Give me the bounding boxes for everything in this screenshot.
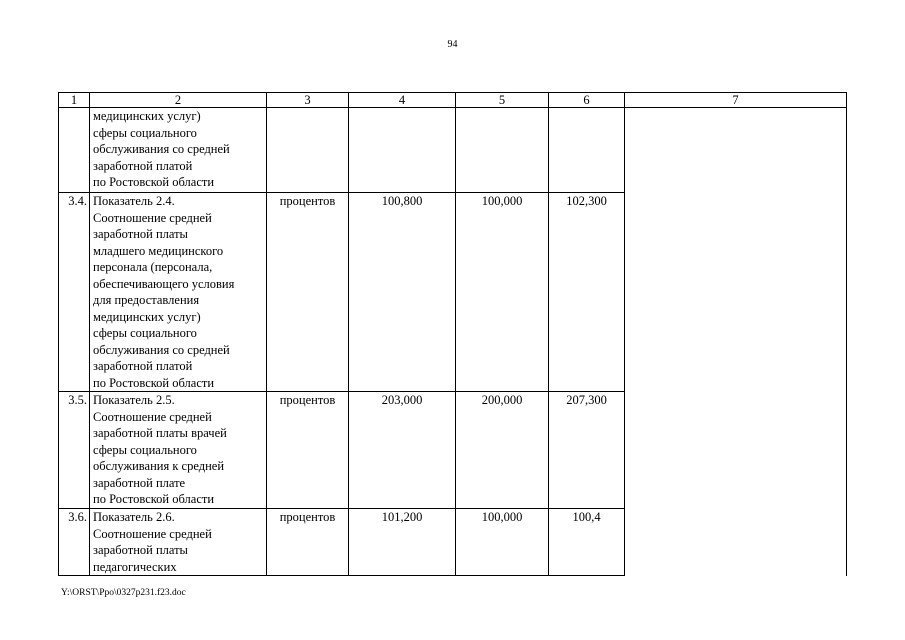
text-line: медицинских услуг) [93,309,201,324]
col-header-1: 1 [59,93,90,108]
text-line: персонала (персонала, [93,260,213,274]
value-col5: 200,000 [456,392,549,509]
row-number: 3.6. [59,509,90,576]
unit-cell: процентов [267,509,349,576]
value-col6: 207,300 [549,392,625,509]
value-col6: 100,4 [549,509,625,576]
header-row [59,93,847,108]
text-line: Показатель 2.4. [93,194,175,208]
text-line: обеспечивающего условия [93,276,235,291]
indicator-text [90,392,267,509]
file-path-footer: Y:\ORST\Ppo\0327p231.f23.doc [61,588,186,598]
unit-cell: процентов [267,193,349,392]
text-line: по Ростовской области [93,492,215,506]
row-number [59,108,90,193]
value-col5 [456,108,549,193]
text-line: Показатель 2.6. [93,510,175,524]
indicator-text [90,108,267,193]
text-line: сферы социального [93,326,197,340]
text-line: Показатель 2.5. [93,393,175,407]
text-line: заработной платы [93,227,188,241]
text-line: по Ростовской области [93,375,215,390]
text-line: Соотношение средней [93,210,212,225]
value-col4: 203,000 [349,392,456,509]
indicator-table [58,92,847,576]
text-line: сферы социального [93,442,197,457]
col-header-4: 4 [349,93,456,108]
value-col4 [349,108,456,193]
col-header-7: 7 [625,93,847,108]
text-line: заработной плате [93,475,186,490]
indicator-text [90,193,267,392]
value-col5: 100,000 [456,193,549,392]
text-line: Соотношение средней [93,526,212,541]
col-header-2: 2 [90,93,267,108]
unit-cell: процентов [267,392,349,509]
row-number: 3.5. [59,392,90,509]
text-line: заработной платой [93,158,193,173]
value-col4: 101,200 [349,509,456,576]
text-line: обслуживания со средней [93,342,230,357]
text-line: Соотношение средней [93,409,212,424]
row-number: 3.4. [59,193,90,392]
text-line: обслуживания к средней [93,459,225,473]
text-line: медицинских услуг) [93,109,201,123]
col-header-5: 5 [456,93,549,108]
value-col6: 102,300 [549,193,625,392]
value-col5: 100,000 [456,509,549,576]
value-col4: 100,800 [349,193,456,392]
text-line: заработной платы [93,543,188,557]
text-line: по Ростовской области [93,175,215,189]
text-line: сферы социального [93,125,197,140]
value-col6 [549,108,625,193]
indicator-text [90,509,267,576]
unit-cell [267,108,349,193]
text-line: обслуживания со средней [93,142,230,156]
page-number: 94 [447,39,458,50]
col-header-3: 3 [267,93,349,108]
text-line: младшего медицинского [93,243,224,258]
text-line: заработной платы врачей [93,426,227,440]
text-line: педагогических [93,559,177,574]
text-line: заработной платой [93,359,193,373]
table-row [59,108,847,193]
column-7-cell [625,108,847,576]
col-header-6: 6 [549,93,625,108]
text-line: для предоставления [93,293,200,307]
